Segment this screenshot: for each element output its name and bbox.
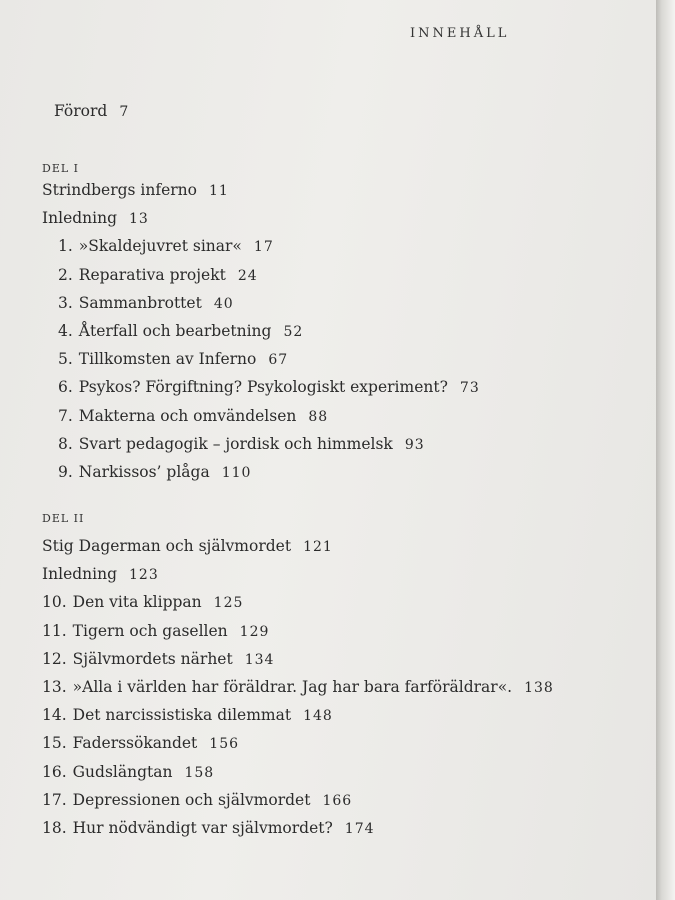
toc-chapter-number: 16. — [42, 762, 67, 781]
toc-entry — [58, 378, 480, 396]
toc-title: Gudslängtan — [72, 762, 173, 781]
toc-entry — [42, 706, 333, 724]
toc-page-number: 13 — [129, 211, 149, 228]
toc-entry — [58, 407, 328, 425]
toc-title: Narkissos’ plåga — [78, 463, 210, 481]
toc-chapter-number: 17. — [42, 790, 67, 809]
toc-entry — [58, 266, 258, 284]
toc-title: Faderssökandet — [72, 734, 198, 753]
toc-title: Tigern och gasellen — [72, 621, 228, 640]
toc-title: Inledning — [42, 209, 118, 228]
toc-title: Strindbergs inferno — [42, 181, 197, 199]
toc-chapter-number: 4. — [58, 322, 73, 340]
toc-page-number: 125 — [213, 595, 244, 612]
toc-page-number: 129 — [239, 623, 270, 640]
page-edge — [656, 0, 675, 900]
toc-entry — [42, 622, 269, 640]
toc-entry — [42, 763, 214, 781]
toc-page-number: 123 — [129, 567, 159, 584]
toc-entry — [58, 294, 234, 312]
toc-entry — [42, 593, 243, 611]
toc-chapter-number: 11. — [42, 621, 67, 640]
toc-chapter-number: 14. — [42, 706, 67, 725]
toc-title: Makterna och omvändelsen — [78, 406, 297, 425]
toc-chapter-number: 18. — [42, 819, 67, 837]
toc-chapter-number: 2. — [58, 265, 73, 284]
toc-entry — [58, 350, 288, 368]
toc-page-number: 7 — [119, 104, 130, 120]
toc-page-number: 40 — [213, 295, 234, 312]
toc-title: Depressionen och självmordet — [72, 790, 311, 809]
toc-entry — [42, 537, 333, 555]
toc-title: Den vita klippan — [72, 593, 202, 612]
toc-title: »Skaldejuvret sinar« — [78, 237, 242, 256]
toc-entry — [42, 791, 352, 809]
toc-entry — [42, 209, 149, 227]
toc-chapter-number: 6. — [58, 378, 73, 397]
toc-page-number: 24 — [237, 267, 258, 284]
toc-page-number: 17 — [253, 239, 274, 256]
part2-heading: DEL II — [42, 512, 85, 525]
toc-entry — [58, 435, 425, 453]
toc-title: »Alla i världen har föräldrar. Jag har bara farföräldrar«. — [72, 678, 513, 696]
toc-page-number: 148 — [303, 708, 333, 725]
toc-title: Hur nödvändigt var självmordet? — [72, 819, 333, 837]
toc-chapter-number: 15. — [42, 734, 67, 753]
toc-page-number: 138 — [524, 680, 554, 696]
toc-page-number: 121 — [303, 539, 333, 555]
toc-page-number: 110 — [221, 465, 252, 481]
toc-entry — [58, 237, 274, 255]
toc-entry — [42, 734, 239, 752]
toc-title: Självmordets närhet — [72, 649, 233, 668]
running-header: INNEHÅLL — [410, 26, 510, 41]
toc-title: Inledning — [42, 565, 118, 584]
toc-title: Det narcissistiska dilemmat — [72, 706, 292, 725]
toc-page-number: 88 — [308, 408, 329, 425]
toc-title: Psykos? Förgiftning? Psykologiskt experiment? — [78, 378, 448, 397]
toc-entry-foreword — [54, 102, 129, 120]
toc-page-number: 11 — [209, 183, 229, 199]
toc-page-number: 73 — [459, 380, 480, 397]
toc-chapter-number: 1. — [58, 237, 73, 256]
toc-chapter-number: 3. — [58, 293, 73, 312]
toc-entry — [58, 463, 251, 481]
toc-chapter-number: 7. — [58, 406, 73, 425]
toc-entry — [42, 650, 274, 668]
toc-page-number: 134 — [244, 651, 275, 668]
toc-page-number: 174 — [344, 821, 375, 837]
toc-page-number: 166 — [322, 792, 353, 809]
toc-page-number: 67 — [268, 352, 289, 369]
toc-title: Reparativa projekt — [78, 265, 226, 284]
toc-title: Tillkomsten av Inferno — [78, 350, 257, 369]
toc-chapter-number: 9. — [58, 463, 73, 481]
toc-title: Förord — [54, 102, 108, 120]
part1-heading: DEL I — [42, 162, 79, 175]
toc-title: Stig Dagerman och självmordet — [42, 537, 292, 555]
toc-title: Återfall och bearbetning — [78, 322, 272, 340]
toc-entry — [42, 678, 554, 696]
toc-page-number: 156 — [209, 736, 240, 753]
toc-chapter-number: 10. — [42, 593, 67, 612]
toc-chapter-number: 13. — [42, 678, 67, 696]
toc-entry — [42, 565, 159, 583]
toc-entry — [58, 322, 303, 340]
toc-chapter-number: 8. — [58, 434, 73, 453]
toc-chapter-number: 5. — [58, 350, 73, 369]
toc-page-number: 93 — [404, 436, 425, 453]
toc-page-number: 52 — [283, 324, 304, 340]
toc-title: Sammanbrottet — [78, 293, 202, 312]
toc-entry — [42, 819, 375, 837]
toc-entry — [42, 181, 229, 199]
toc-chapter-number: 12. — [42, 649, 67, 668]
toc-title: Svart pedagogik – jordisk och himmelsk — [78, 434, 393, 453]
toc-page-number: 158 — [184, 764, 215, 781]
